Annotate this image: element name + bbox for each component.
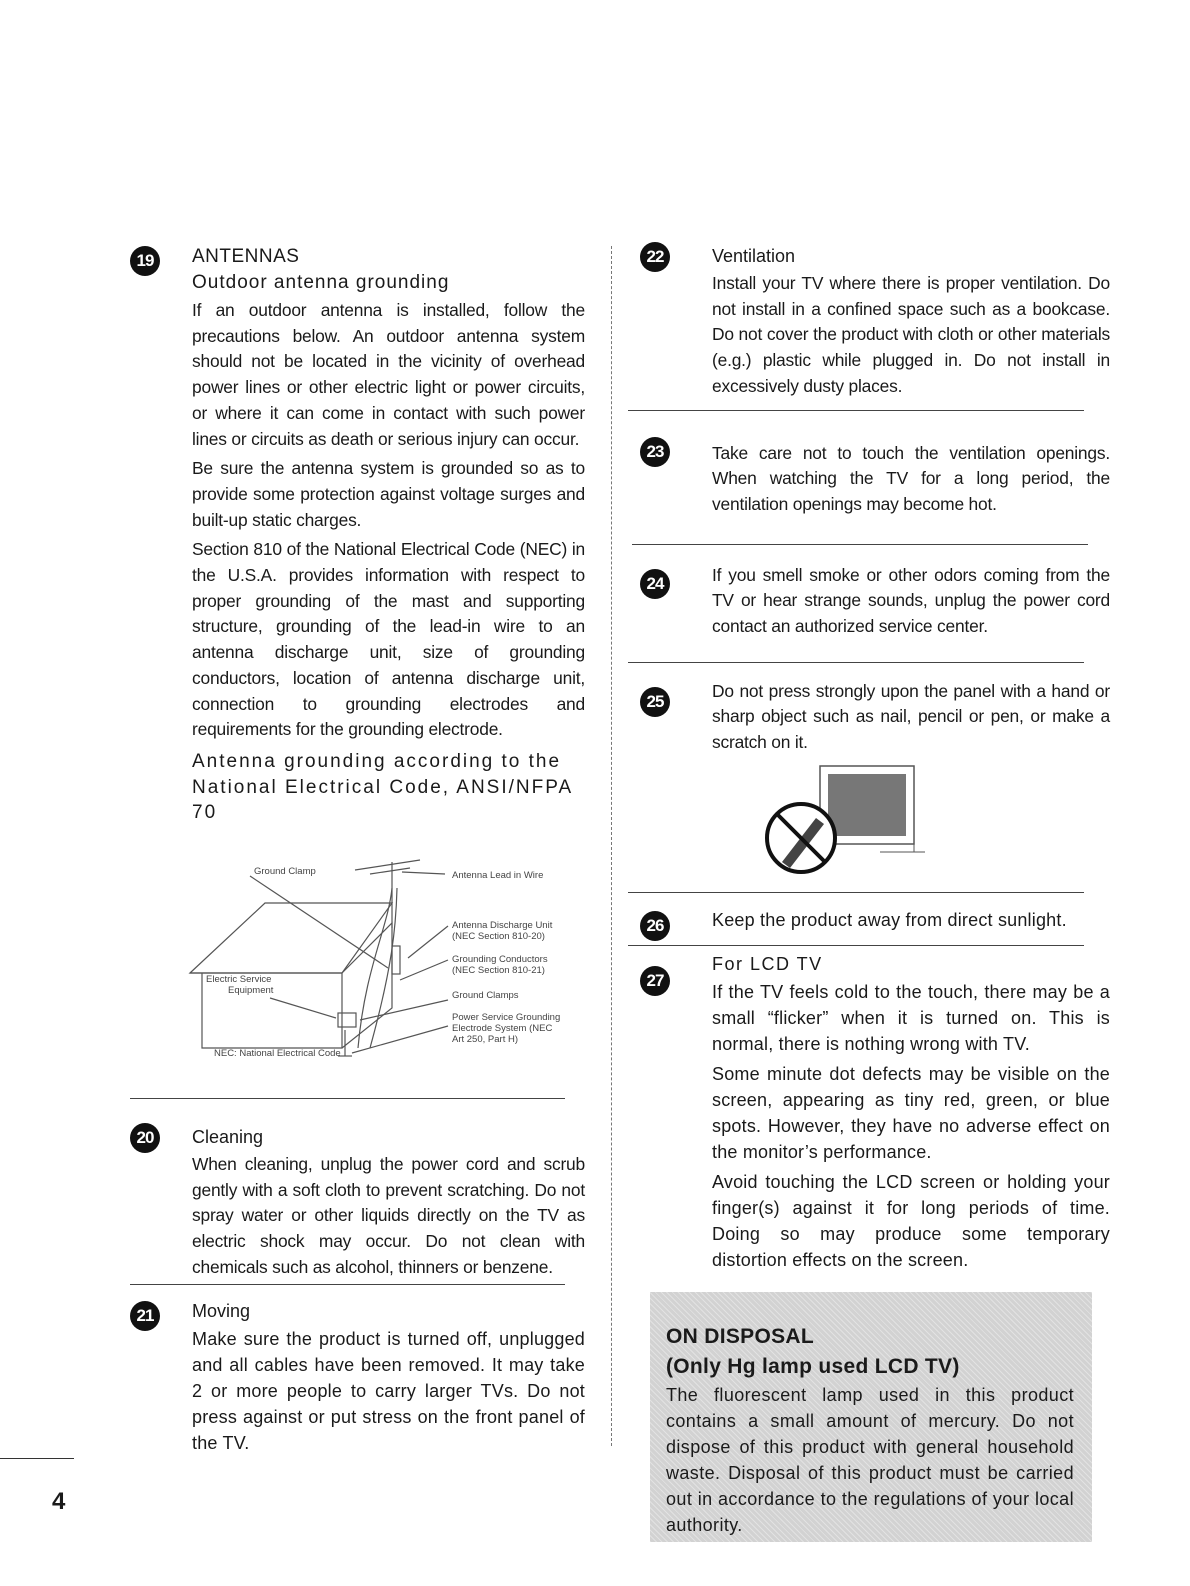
label-electrode-system: Electrode System (NEC: [452, 1022, 553, 1034]
label-discharge-unit: Antenna Discharge Unit: [452, 919, 553, 931]
section-number-badge: 23: [640, 437, 670, 467]
section-title: Ventilation: [712, 246, 796, 266]
paragraph: If the TV feels cold to the touch, there may be a small “flicker” when it is turned on. This is normal, there is nothing wrong with TV.: [712, 981, 1110, 1054]
paragraph: When cleaning, unplug the power cord and scrub gently with a soft cloth to prevent scratching. Do not spray water or other liquids directly on the TV as electric shock may occur. Do not clean with chemicals such as alcohol, thinners or benzene.: [192, 1153, 585, 1277]
paragraph: Some minute dot defects may be visible on the screen, appearing as tiny red, green, or blue spots. However, they have no adverse effect on the monitor’s performance.: [712, 1063, 1110, 1162]
label-discharge-nec: (NEC Section 810-20): [452, 930, 545, 942]
disposal-subtitle: (Only Hg lamp used LCD TV): [666, 1355, 960, 1378]
section-divider: [628, 410, 1084, 411]
section-title: For LCD TV: [712, 953, 823, 974]
section-title: Cleaning: [192, 1126, 264, 1147]
disposal-title: ON DISPOSAL: [666, 1325, 814, 1348]
section-22-ventilation: [640, 246, 1110, 400]
no-pressing-illustration: [640, 762, 1110, 882]
grounding-heading: Antenna grounding according to the National Electrical Code, ANSI/NFPA 70: [192, 750, 573, 824]
page-number-rule: [0, 1458, 74, 1459]
antenna-grounding-diagram: [130, 848, 585, 1088]
page-number: 4: [52, 1488, 66, 1515]
label-power-service: Power Service Grounding: [452, 1011, 561, 1023]
section-26: [640, 907, 1110, 933]
label-equipment: Equipment: [228, 984, 274, 996]
section-divider: [632, 544, 1088, 545]
section-number-badge: 27: [640, 966, 670, 996]
paragraph: Be sure the antenna system is grounded so as to provide some protection against voltage surges and built-up static charges.: [192, 458, 585, 530]
paragraph: Install your TV where there is proper ventilation. Do not install in a confined space such as a bookcase. Do not cover the product with cloth or other materials (e.g.) plastic while plugged in. Do not install in excessively dusty places.: [712, 273, 1110, 396]
paragraph: Make sure the product is turned off, unplugged and all cables have been removed. It may take 2 or more people to carry larger TVs. Do not press against or put stress on the front panel of the TV.: [192, 1329, 585, 1454]
section-divider: [628, 662, 1084, 663]
label-ground-clamp: Ground Clamp: [254, 865, 316, 877]
tv-prohibited-icon: [640, 762, 1110, 882]
section-number-badge: 22: [640, 242, 670, 272]
section-21-moving: [130, 1301, 585, 1456]
section-number-badge: 26: [640, 911, 670, 941]
section-number-badge: 20: [130, 1123, 160, 1153]
section-divider: [628, 892, 1084, 893]
section-divider: [130, 1098, 565, 1099]
right-column: [640, 246, 1110, 1277]
paragraph: If you smell smoke or other odors coming from the TV or hear strange sounds, unplug the power cord contact an authorized service center.: [712, 564, 1110, 637]
label-nec-legend: NEC: National Electrical Code: [214, 1047, 341, 1059]
label-electric-service: Electric Service: [206, 973, 272, 985]
disposal-notice-box: [650, 1292, 1092, 1542]
section-number-badge: 25: [640, 687, 670, 717]
paragraph: Keep the product away from direct sunlight.: [712, 909, 1067, 930]
label-conductors-nec: (NEC Section 810-21): [452, 964, 545, 976]
section-19-antennas: [130, 246, 585, 826]
paragraph: Avoid touching the LCD screen or holding your finger(s) against it for long periods of time. Doing so may produce some temporary distortion effects on the screen.: [712, 1171, 1110, 1270]
section-23: [640, 441, 1110, 518]
label-article: Art 250, Part H): [452, 1033, 518, 1045]
section-subtitle: Outdoor antenna grounding: [192, 272, 450, 293]
section-divider: [628, 945, 1084, 946]
section-25: [640, 679, 1110, 756]
section-divider: [130, 1284, 565, 1285]
section-title: ANTENNAS: [192, 246, 300, 267]
disposal-text: The fluorescent lamp used in this product contains a small amount of mercury. Do not dispose of this product with general household waste. Disposal of this product must be carried out in accordance to the regulations of your local authority.: [666, 1385, 1074, 1535]
left-column: [130, 246, 585, 1460]
label-antenna-lead-in: Antenna Lead in Wire: [452, 869, 544, 881]
paragraph: Take care not to touch the ventilation openings. When watching the TV for a long period, the ventilation openings may become hot.: [712, 442, 1110, 514]
paragraph: Do not press strongly upon the panel with a hand or sharp object such as nail, pencil or pen, or make a scratch on it.: [712, 680, 1110, 753]
section-27-lcd-tv: [640, 954, 1110, 1273]
column-divider: [611, 246, 612, 1446]
label-grounding-conductors: Grounding Conductors: [452, 953, 548, 965]
section-20-cleaning: [130, 1127, 585, 1281]
section-number-badge: 21: [130, 1301, 160, 1331]
paragraph: Section 810 of the National Electrical Code (NEC) in the U.S.A. provides information with respect to proper grounding of the mast and supporting structure, grounding of the lead-in wire to an antenna discharge unit, size of grounding conductors, location of antenna discharge unit, connection to grounding electrodes and requirements for the grounding electrode.: [192, 539, 585, 740]
section-24: [640, 563, 1110, 640]
section-title: Moving: [192, 1301, 251, 1322]
section-number-badge: 19: [130, 246, 160, 276]
label-ground-clamps: Ground Clamps: [452, 989, 519, 1001]
paragraph: If an outdoor antenna is installed, follow the precautions below. An outdoor antenna system should not be located in the vicinity of overhead power lines or other electric light or power circuits, or where it can come in contact with such power lines or circuits as death or serious injury can occur.: [192, 300, 585, 449]
section-number-badge: 24: [640, 569, 670, 599]
